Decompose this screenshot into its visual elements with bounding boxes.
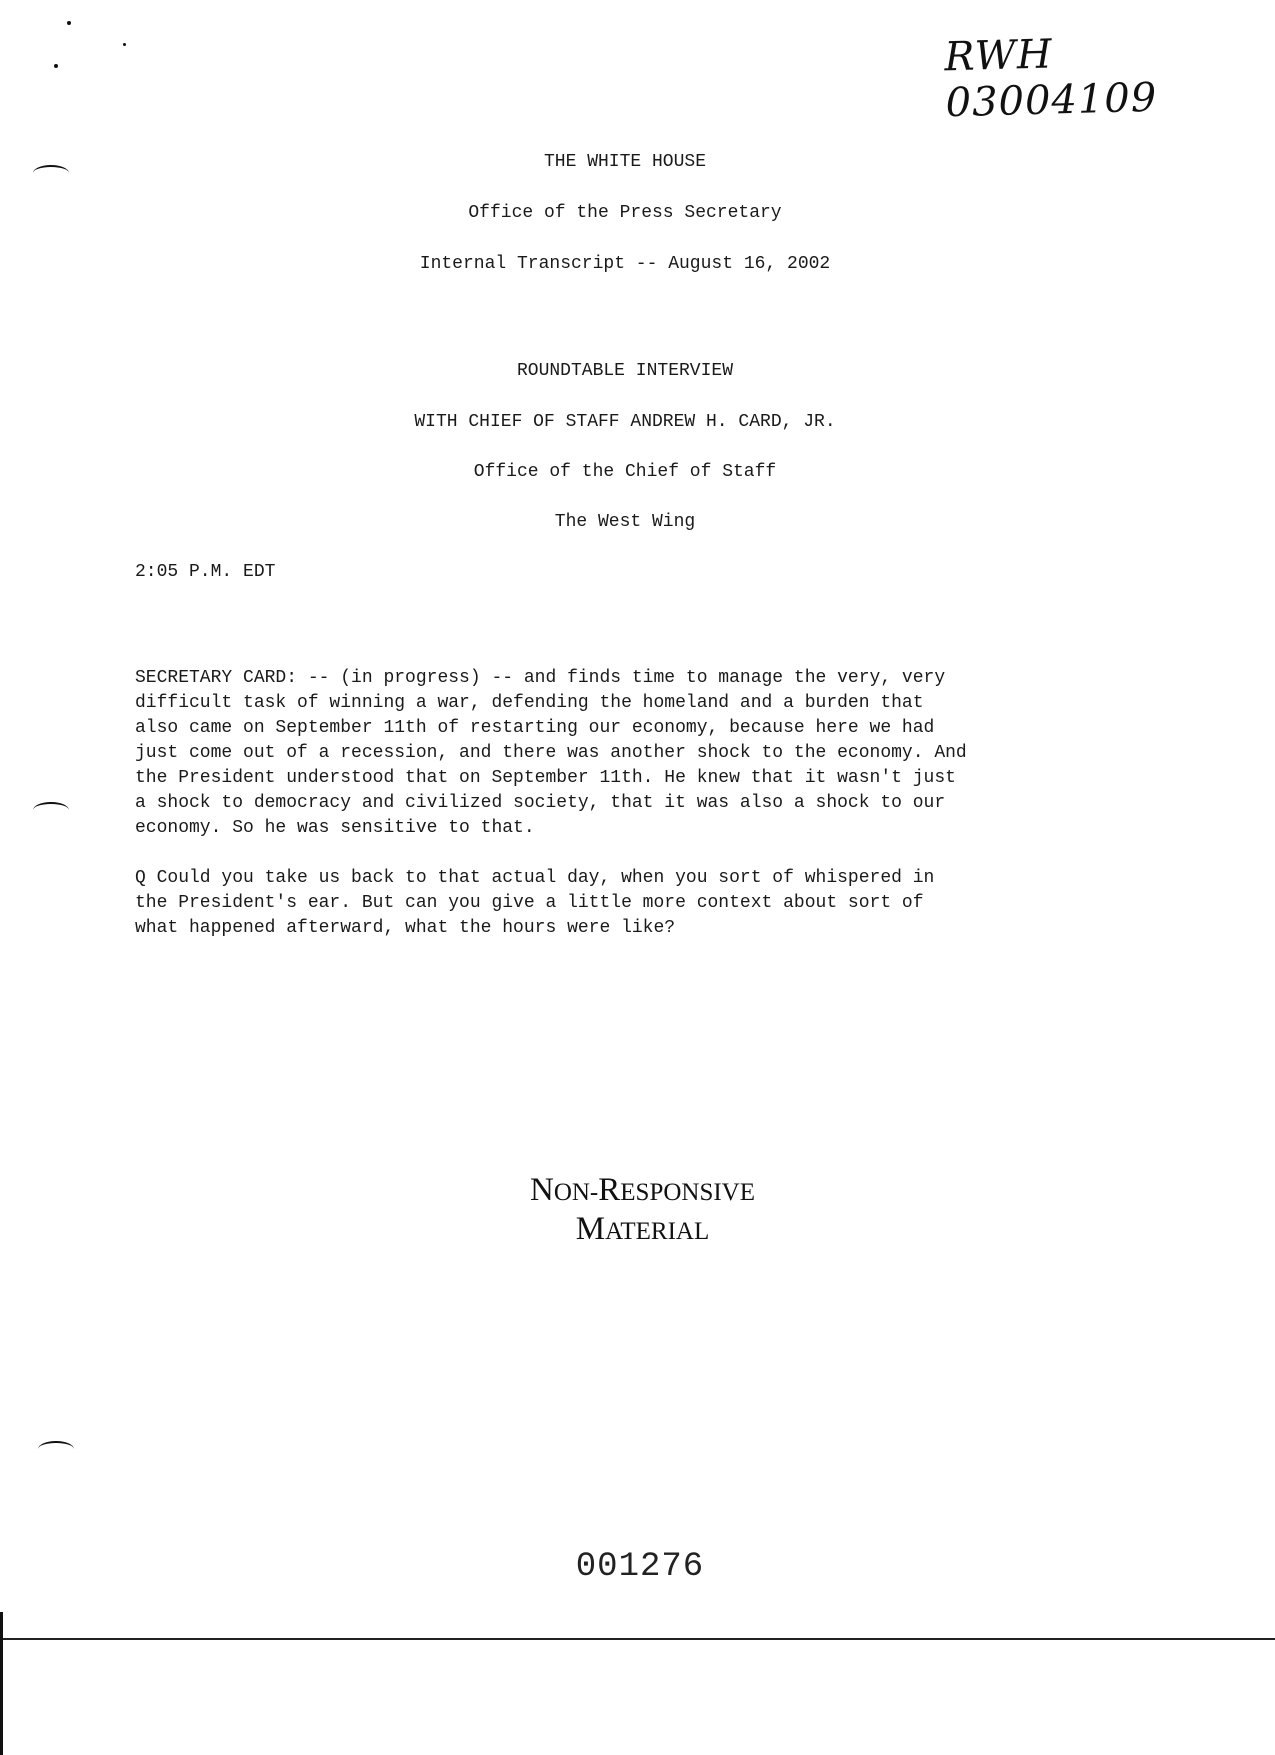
paragraph-line: economy. So he was sensitive to that. xyxy=(135,818,535,838)
header-organization: THE WHITE HOUSE xyxy=(543,152,707,172)
paragraph-line: also came on September 11th of restarting our economy, because here we had xyxy=(135,718,935,738)
paragraph-line: difficult task of winning a war, defending the homeland and a burden that xyxy=(135,693,924,713)
scan-speck xyxy=(123,43,126,46)
scan-speck xyxy=(54,64,58,68)
bates-number: 001276 xyxy=(575,1548,705,1586)
hole-punch-mark xyxy=(33,802,69,818)
paragraph-line: a shock to democracy and civilized society, that it was also a shock to our xyxy=(135,793,946,813)
paragraph-line: Q Could you take us back to that actual day, when you sort of whispered in xyxy=(135,868,935,888)
hole-punch-mark xyxy=(38,1441,74,1457)
scan-edge-horizontal xyxy=(0,1638,1275,1640)
scan-speck xyxy=(67,21,71,25)
paragraph-line: the President understood that on September 11th. He knew that it wasn't just xyxy=(135,768,956,788)
interview-subject: WITH CHIEF OF STAFF ANDREW H. CARD, JR. xyxy=(414,412,836,432)
header-office: Office of the Press Secretary xyxy=(468,203,782,223)
header-transcript-date: Internal Transcript -- August 16, 2002 xyxy=(419,254,831,274)
scan-edge-vertical xyxy=(0,1612,3,1755)
interview-location-office: Office of the Chief of Staff xyxy=(473,462,777,482)
paragraph-line: just come out of a recession, and there was another shock to the economy. And xyxy=(135,743,967,763)
paragraph-line: SECRETARY CARD: -- (in progress) -- and finds time to manage the very, very xyxy=(135,668,946,688)
redaction-notice-line2: MATERIAL xyxy=(575,1211,710,1247)
transcript-paragraph-question xyxy=(135,866,1135,941)
paragraph-line: what happened afterward, what the hours were like? xyxy=(135,918,676,938)
transcript-paragraph-card xyxy=(135,666,1135,841)
redaction-notice xyxy=(0,1172,1275,1248)
redaction-notice-line1: NON-RESPONSIVE xyxy=(529,1172,756,1208)
interview-location-building: The West Wing xyxy=(554,512,696,532)
interview-title: ROUNDTABLE INTERVIEW xyxy=(516,361,734,381)
paragraph-line: the President's ear. But can you give a little more context about sort of xyxy=(135,893,924,913)
interview-time: 2:05 P.M. EDT xyxy=(135,562,276,582)
handwritten-document-id: RWH 03004109 xyxy=(943,31,1158,127)
